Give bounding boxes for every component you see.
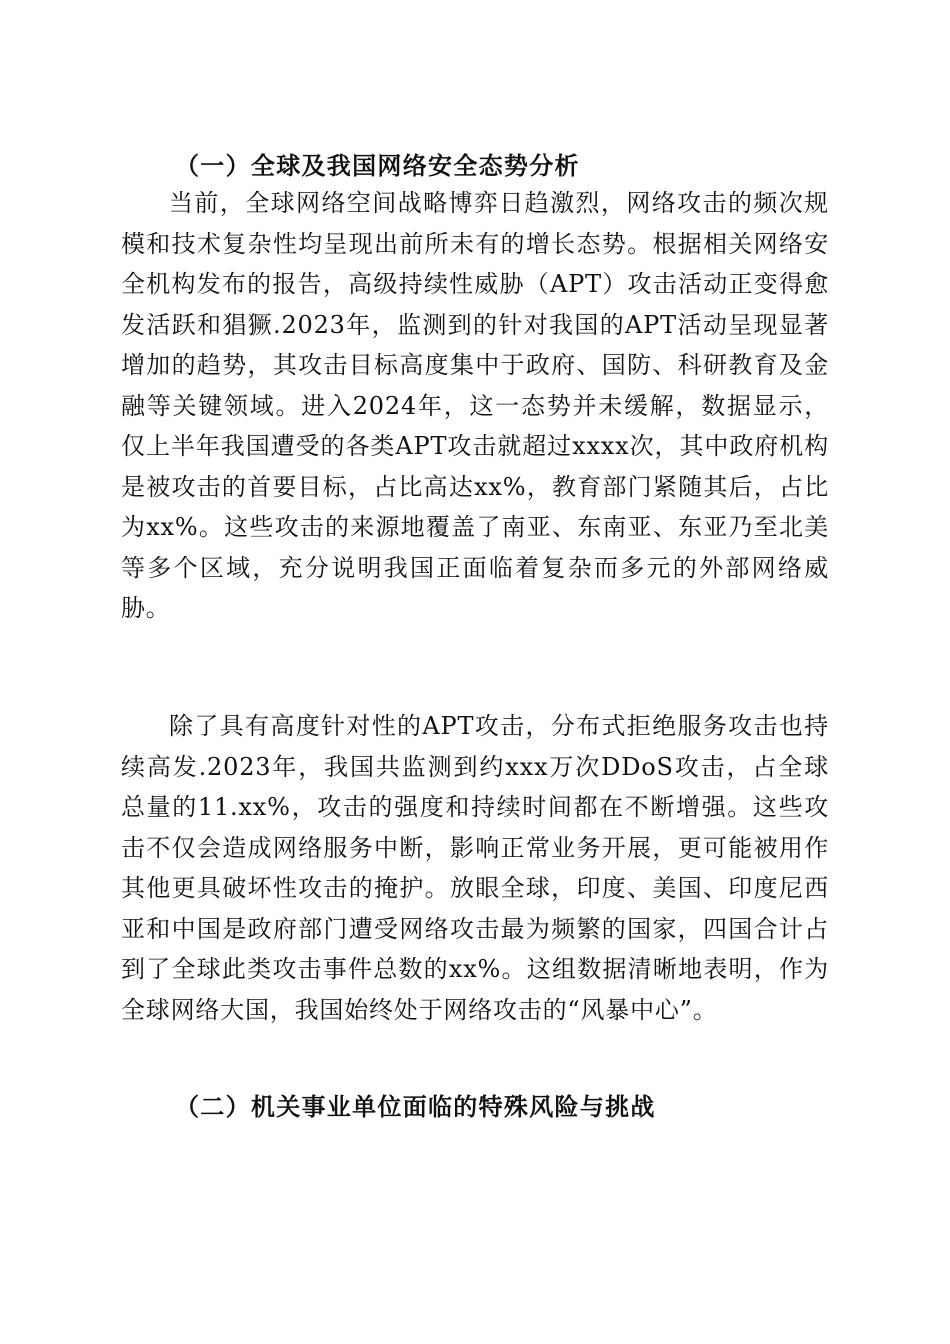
paragraph-1: 当前，全球网络空间战略博弈日趋激烈，网络攻击的频次规模和技术复杂性均呈现出前所未有的增长态势。根据相关网络安全机构发布的报告，高级持续性威胁（APT）攻击活动正变得愈发活跃和猖獗.2023年，监测到的针对我国的APT活动呈现显著增加的趋势，其攻击目标高度集中于政府、国防、科研教育及金融等关键领域。进入2024年，这一态势并未缓解，数据显示，仅上半年我国遭受的各类APT攻击就超过xxxx次，其中政府机构是被攻击的首要目标，占比高达xx%，教育部门紧随其后，占比为xx%。这些攻击的来源地覆盖了南亚、东南亚、东亚乃至北美等多个区域，充分说明我国正面临着复杂而多元的外部网络威胁。 [121,189,829,622]
section-heading-1: （一）全球及我国网络安全态势分析 [175,151,580,180]
section-heading-2: （二）机关事业单位面临的特殊风险与挑战 [175,1092,656,1121]
paragraph-2: 除了具有高度针对性的APT攻击，分布式拒绝服务攻击也持续高发.2023年，我国共监测到约xxx万次DDoS攻击，占全球总量的11.xx%，攻击的强度和持续时间都在不断增强。这些攻击不仅会造成网络服务中断，影响正常业务开展，更可能被用作其他更具破坏性攻击的掩护。放眼全球，印度、美国、印度尼西亚和中国是政府部门遭受网络攻击最为频繁的国家，四国合计占到了全球此类攻击事件总数的xx%。这组数据清晰地表明，作为全球网络大国，我国始终处于网络攻击的“风暴中心”。 [121,712,829,1024]
